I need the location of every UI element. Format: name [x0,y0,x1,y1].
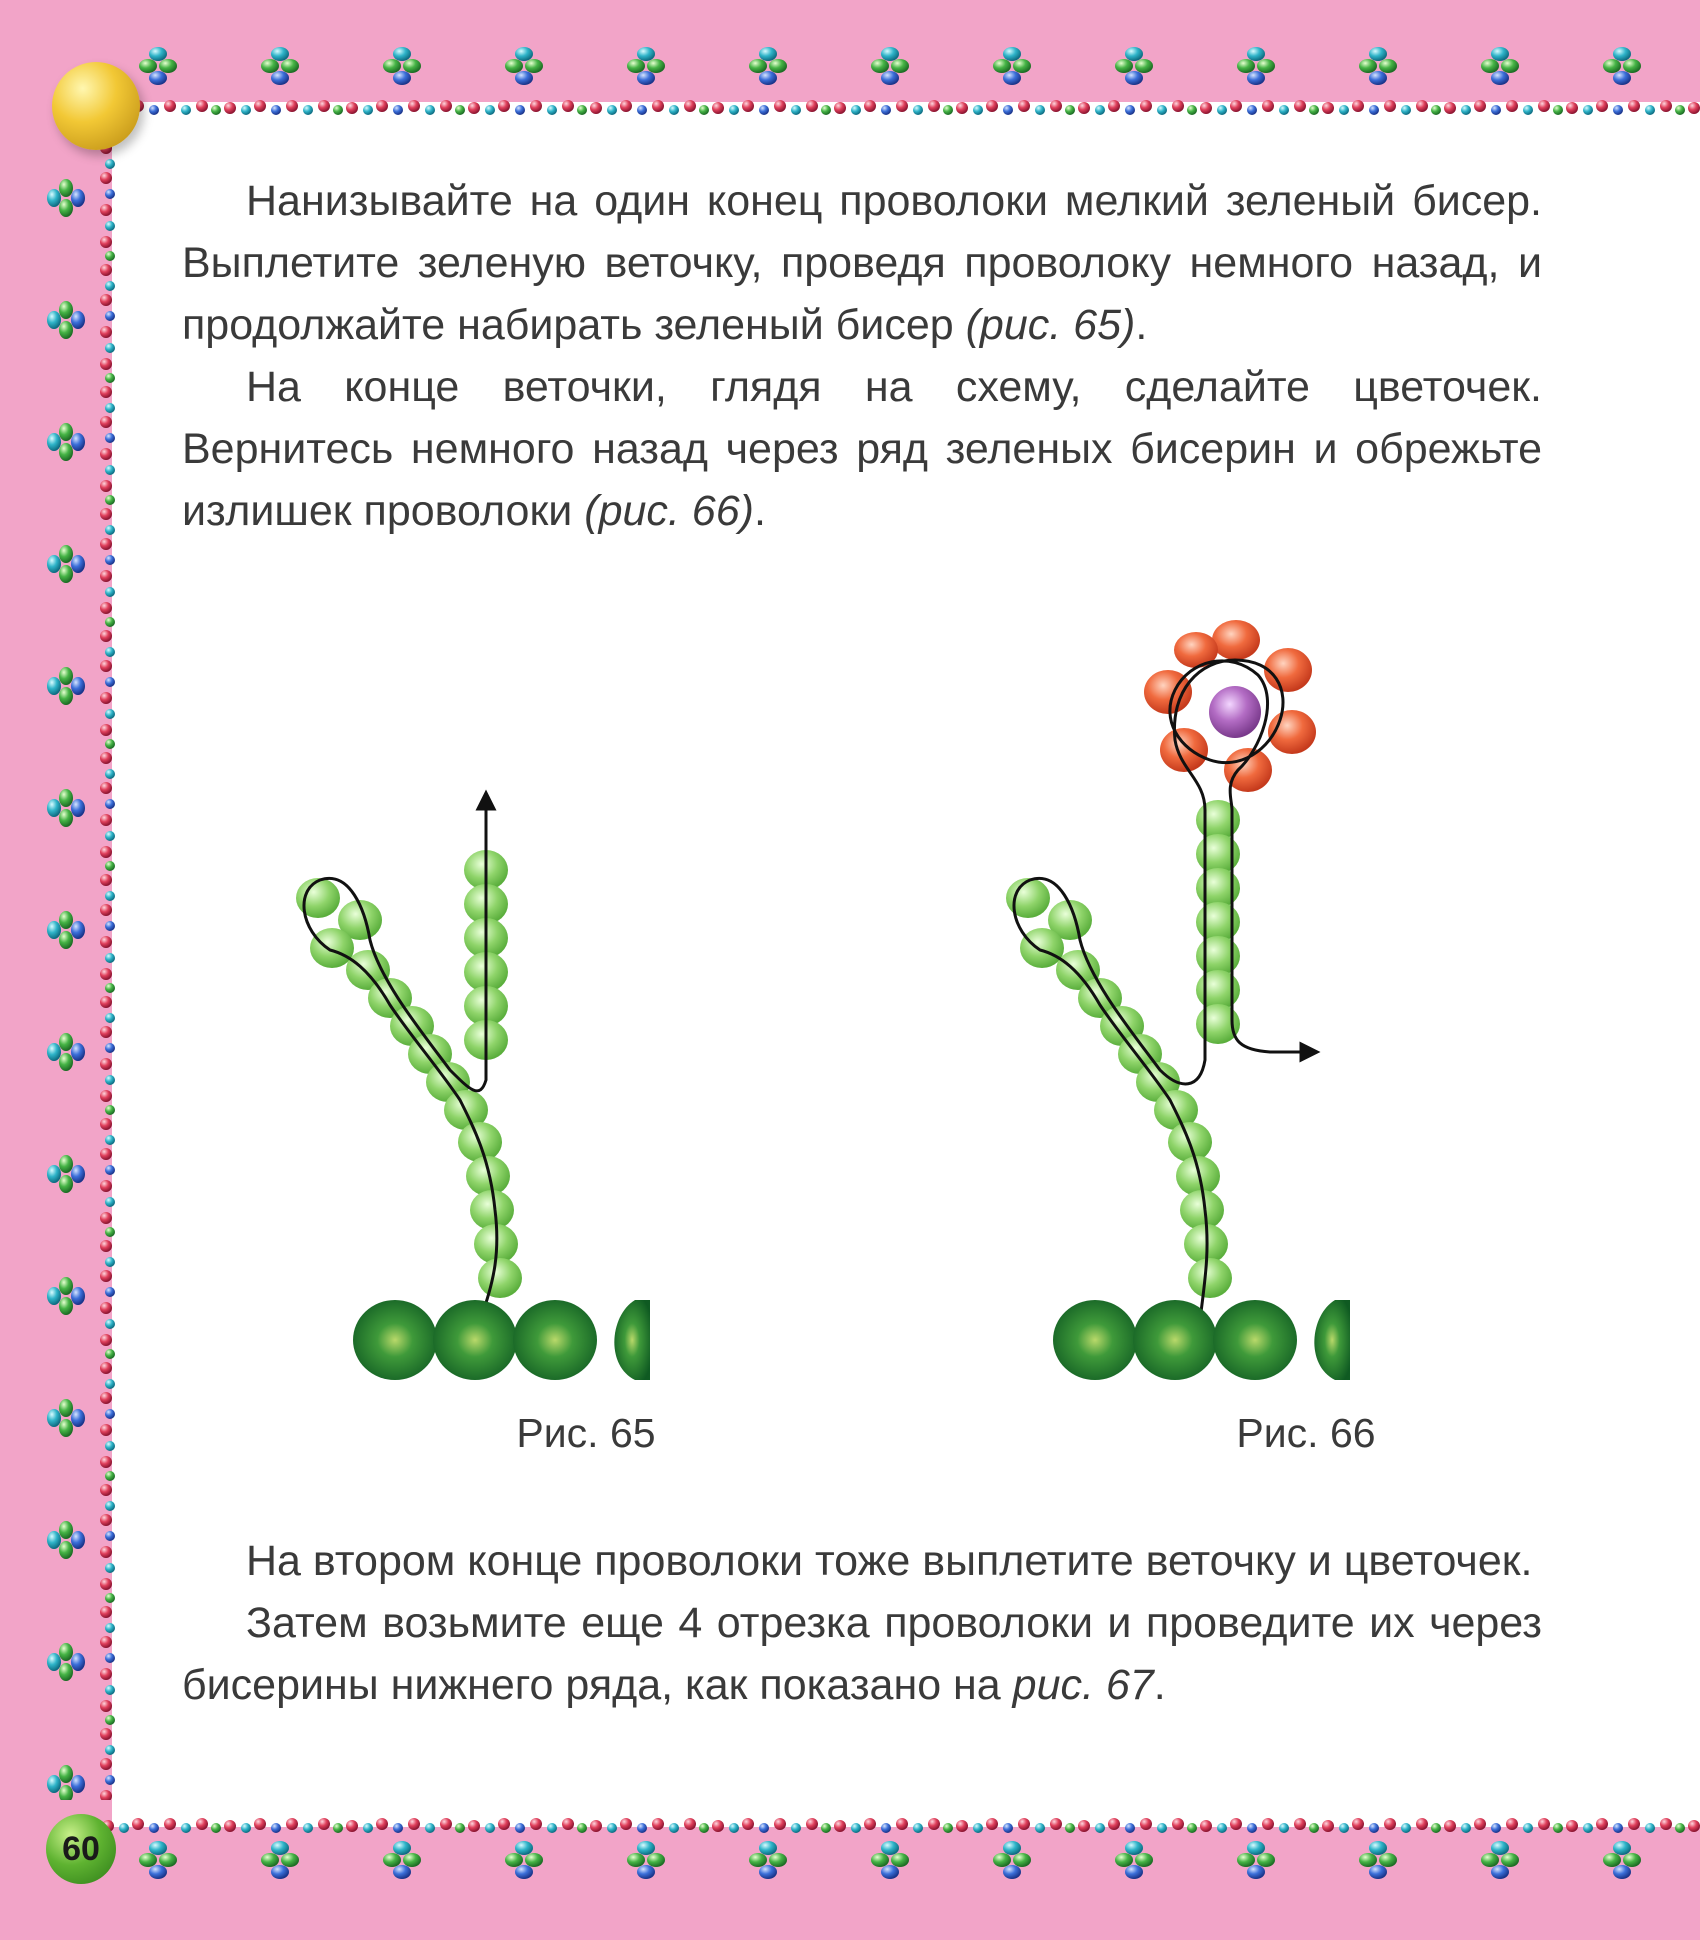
figure-65-diagram [290,780,730,1400]
large-dark-green-beads [353,1300,650,1380]
figure-caption: Рис. 66 [1236,1410,1376,1456]
paragraph: На конце веточки, глядя на схему, сделайте цветочек. Вернитесь немного назад через ряд зеленых бисерин и обрежьте излишек проволоки (рис. 66). [182,363,1542,535]
figure-reference: (рис. 66) [584,487,754,535]
figure-66-diagram [1000,620,1440,1400]
gold-bead-corner [52,62,140,150]
large-dark-green-beads [1053,1300,1350,1380]
figure-caption: Рис. 65 [516,1410,656,1456]
paragraph: На втором конце проволоки тоже выплетите веточку и цветочек. [246,1537,1533,1585]
small-green-beads [296,850,522,1298]
paragraph: Нанизывайте на один конец проволоки мелкий зеленый бисер. Выплетите зеленую веточку, проведя проволоку немного назад, и продолжайте набирать зеленый бисер (рис. 65). [182,177,1542,349]
paragraph: Затем возьмите еще 4 отрезка проволоки и проведите их через бисерины нижнего ряда, как показано на рис. 67. [182,1599,1542,1709]
figure-reference: рис. 67 [1012,1661,1154,1709]
instruction-text-bottom [182,1530,1542,1716]
page-number: 60 [46,1814,116,1884]
figure-reference: (рис. 65) [965,301,1136,349]
instruction-text-top [182,170,1542,542]
